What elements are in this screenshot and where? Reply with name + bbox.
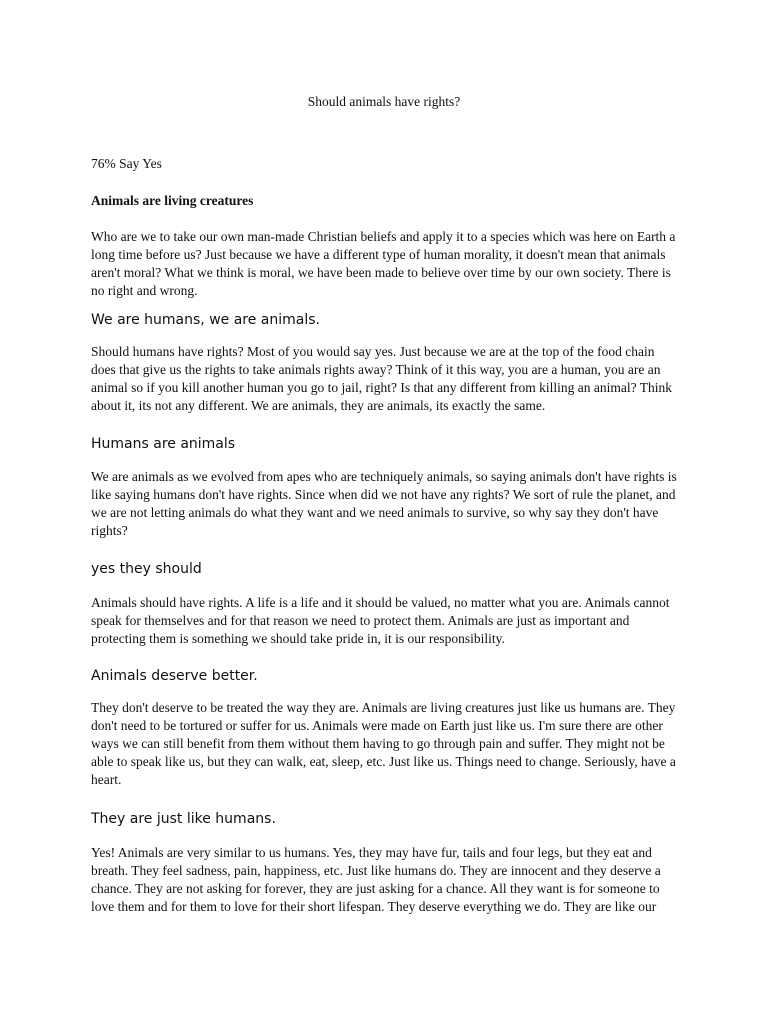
argument-heading-3: Humans are animals <box>91 436 236 452</box>
argument-body-2: Should humans have rights? Most of you would say yes. Just because we are at the top of the food chain does that give us the rights to take animals rights away? Think of it this way, you are a human, you are an animal so if you kill another human you go to jail, right? Is that any different from killing an animal? Think about it, its not any different. We are animals, they are animals, its exactly the same. <box>91 344 673 413</box>
document-title: Should animals have rights? <box>307 94 461 109</box>
argument-body-4: Animals should have rights. A life is a life and it should be valued, no matter what you are. Animals cannot speak for themselves and for that reason we need to protect them. Animals are just as important and protecting them is something we should take pride in, it is our responsibility. <box>91 595 670 646</box>
argument-body-3: We are animals as we evolved from apes who are techniquely animals, so saying animals don't have rights is like saying humans don't have rights. Since when did we not have any rights? We sort of rule the planet, and we are not letting animals do what they want and we need animals to survive, so why say they don't have rights? <box>91 469 677 538</box>
vote-percentage: 76% Say Yes <box>91 156 162 171</box>
argument-heading-5: Animals deserve better. <box>91 668 258 684</box>
argument-heading-6: They are just like humans. <box>91 811 276 827</box>
argument-body-6: Yes! Animals are very similar to us humans. Yes, they may have fur, tails and four legs, but they eat and breath. They feel sadness, pain, happiness, etc. Just like humans do. They are innocent and they deserve a chance. They are not asking for forever, they are just asking for a chance. All they want is for someone to love them and for them to love for their short lifespan. They deserve everything we do. They are like our <box>91 845 661 914</box>
argument-heading-2: We are humans, we are animals. <box>91 312 321 328</box>
argument-heading-4: yes they should <box>91 561 202 577</box>
argument-body-1: Who are we to take our own man-made Christian beliefs and apply it to a species which was here on Earth a long time before us? Just because we have a different type of human morality, it doesn't mean that animals aren't moral? What we think is moral, we have been made to believe over time by our own society. There is no right and wrong. <box>91 229 676 298</box>
argument-body-5: They don't deserve to be treated the way they are. Animals are living creatures just like us humans are. They don't need to be tortured or suffer for us. Animals were made on Earth just like us. I'm sure there are other ways we can still benefit from them without them having to go through pain and suffer. They might not be able to speak like us, but they can walk, eat, sleep, etc. Just like us. Things need to change. Seriously, have a heart. <box>91 700 676 787</box>
argument-heading-1: Animals are living creatures <box>91 193 254 208</box>
